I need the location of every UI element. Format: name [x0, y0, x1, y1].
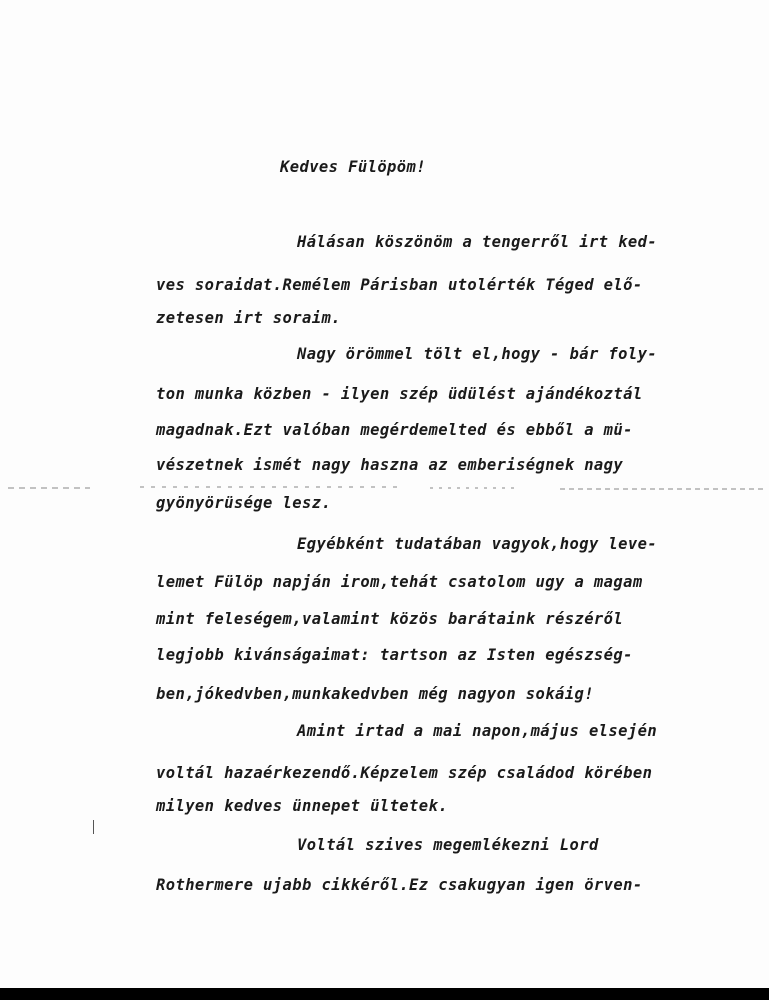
letter-line: Rothermere ujabb cikkéről.Ez csakugyan igen örven-	[156, 876, 643, 894]
letter-line: Nagy örömmel tölt el,hogy - bár foly-	[297, 345, 658, 363]
letter-line: ben,jókedvben,munkakedvben még nagyon sokáig!	[156, 685, 594, 703]
letter-line: vészetnek ismét nagy haszna az emberiségnek nagy	[156, 456, 624, 474]
scan-margin-mark	[93, 820, 94, 834]
scan-bottom-border	[0, 988, 769, 1000]
letter-line: ves soraidat.Remélem Párisban utolérték Téged elő-	[156, 276, 643, 294]
letter-line: zetesen irt soraim.	[156, 309, 341, 327]
letter-line: ton munka közben - ilyen szép üdülést ajándékoztál	[156, 385, 643, 403]
letter-line: lemet Fülöp napján irom,tehát csatolom ugy a magam	[156, 573, 643, 591]
letter-line: voltál hazaérkezendő.Képzelem szép családod körében	[156, 764, 653, 782]
scan-artifact-dashes	[0, 484, 769, 492]
letter-line: gyönyörüsége lesz.	[156, 494, 332, 512]
letter-line: legjobb kivánságaimat: tartson az Isten egészség-	[156, 646, 633, 664]
letter-line: Egyébként tudatában vagyok,hogy leve-	[297, 535, 658, 553]
letter-line: Amint irtad a mai napon,május elsején	[297, 722, 658, 740]
letter-line: mint feleségem,valamint közös barátaink részéről	[156, 610, 624, 628]
letter-line: magadnak.Ezt valóban megérdemelted és ebből a mü-	[156, 421, 633, 439]
letter-line: milyen kedves ünnepet ültetek.	[156, 797, 448, 815]
letter-line: Hálásan köszönöm a tengerről irt ked-	[297, 233, 658, 251]
letter-line: Voltál szives megemlékezni Lord	[297, 836, 599, 854]
letter-greeting: Kedves Fülöpöm!	[280, 158, 426, 176]
